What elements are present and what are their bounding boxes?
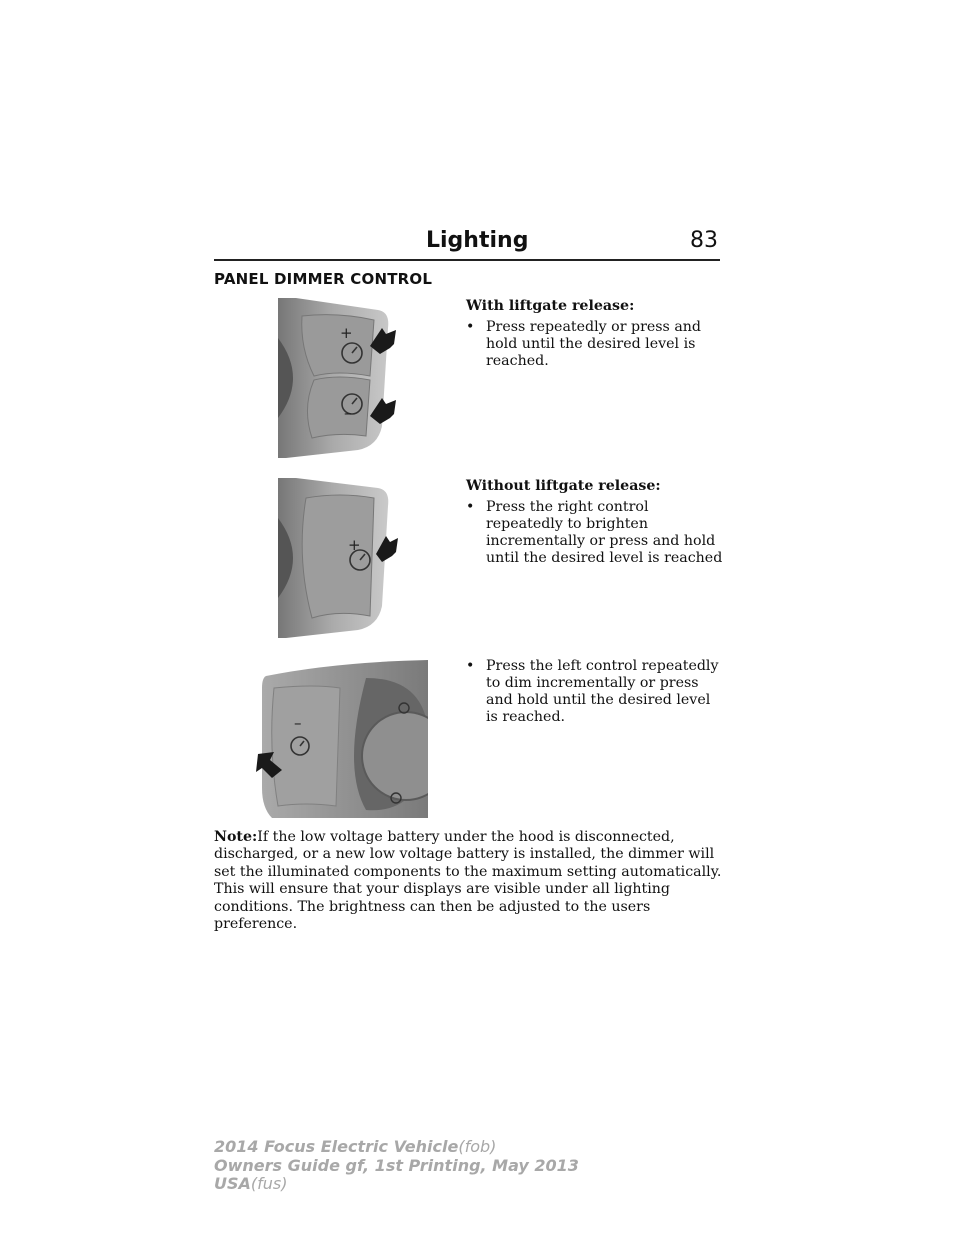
dimmer-control-with-liftgate-illustration (278, 298, 398, 458)
bullet-icon: • (466, 319, 475, 335)
plus-label: + (348, 536, 361, 554)
footer: 2014 Focus Electric Vehicle(fob) Owners Guide gf, 1st Printing, May 2013 USA(fus) (214, 1137, 579, 1193)
note-text: If the low voltage battery under the hood is disconnected, discharged, or a new low voltage battery is installed, the dimmer will set the illuminated components to the maximum setting automatically. This will ensure that your displays are visible under all lighting conditions. The brightness can then be adjusted to the users preference. (214, 829, 722, 933)
left-control-instructions (466, 658, 726, 726)
list-item: • Press repeatedly or press and hold until the desired level is reached. (466, 319, 701, 369)
plus-label: + (340, 324, 353, 342)
note-label: Note: (214, 829, 258, 845)
dimmer-control-right-illustration (278, 478, 398, 638)
minus-label: – (344, 404, 352, 422)
bullet-icon: • (466, 658, 475, 674)
page-number: 83 (690, 228, 718, 253)
without-liftgate-instructions (466, 478, 726, 567)
section-heading: PANEL DIMMER CONTROL (214, 270, 433, 288)
bullet-icon: • (466, 499, 475, 515)
without-liftgate-subheading: Without liftgate release: (466, 478, 661, 494)
header-divider (214, 259, 720, 261)
header-title: Lighting (426, 228, 529, 253)
list-item: • Press the left control repeatedly to dim incrementally or press and hold until the desired level is reached. (466, 658, 719, 725)
note-paragraph (214, 829, 724, 933)
with-liftgate-subheading: With liftgate release: (466, 298, 635, 314)
with-liftgate-instructions (466, 298, 726, 370)
list-item: • Press the right control repeatedly to brighten incrementally or press and hold until the desired level is reached (466, 499, 723, 566)
dimmer-control-left-illustration (256, 658, 428, 818)
minus-label: – (294, 714, 302, 732)
